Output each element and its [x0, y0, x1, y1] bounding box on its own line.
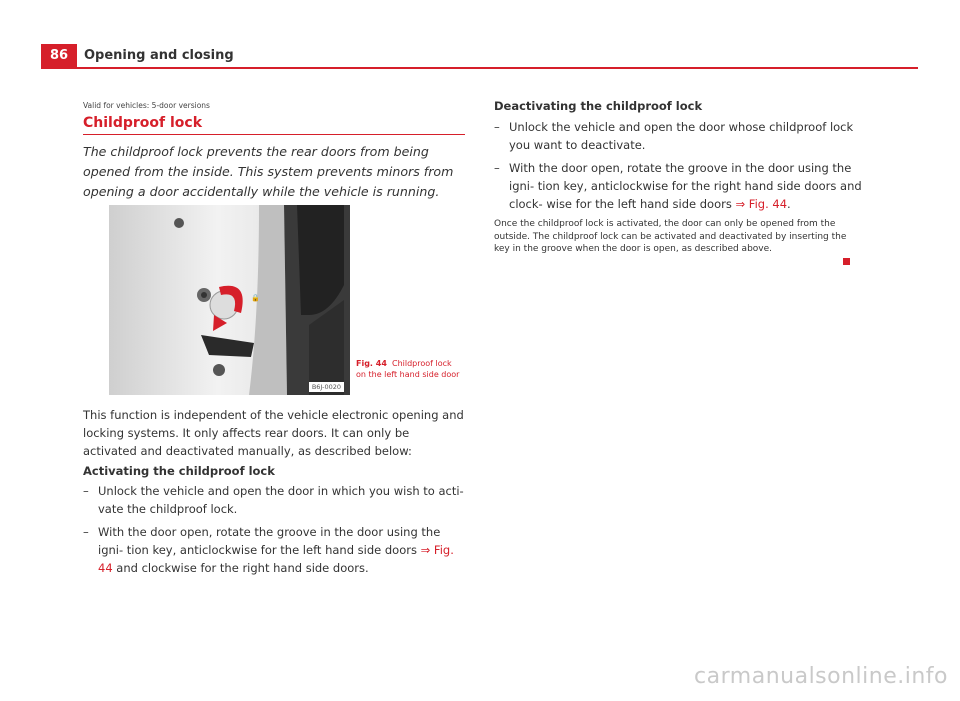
- activating-step-2: – With the door open, rotate the groove in the door using the igni- tion key, anticlockwise for the left hand side doors ⇒ Fig. 44 and clockwise for the right hand side doors.: [83, 525, 454, 575]
- header-divider: [41, 67, 918, 69]
- watermark: carmanualsonline.info: [694, 664, 948, 689]
- activating-step-1: – Unlock the vehicle and open the door in which you wish to acti- vate the childproof lock.: [83, 484, 464, 516]
- page-number: 86: [41, 44, 77, 68]
- deactivating-heading: Deactivating the childproof lock: [494, 99, 703, 113]
- caption-label: Fig. 44: [356, 359, 387, 368]
- figure-childproof-lock: [109, 205, 350, 395]
- section-title: Childproof lock: [83, 115, 203, 131]
- chapter-title: Opening and closing: [84, 48, 234, 63]
- intro-text: The childproof lock prevents the rear doors from being opened from the inside. This system prevents minors from opening a door accidentally while the vehicle is running.: [83, 144, 454, 199]
- body-paragraph: This function is independent of the vehicle electronic opening and locking systems. It only affects rear doors. It can only be activated and deactivated manually, as described below:: [83, 408, 464, 458]
- door-lock-illustration: [109, 205, 350, 395]
- deactivating-step-2: – With the door open, rotate the groove in the door using the igni- tion key, anticlockwise for the right hand side doors and clock- wise for the left hand side doors ⇒ Fig. 44.: [494, 161, 862, 211]
- deactivating-step-1: – Unlock the vehicle and open the door whose childproof lock you want to deactivate.: [494, 120, 854, 152]
- section-divider: [83, 134, 465, 135]
- activating-heading: Activating the childproof lock: [83, 464, 275, 478]
- figure-reference-link-2[interactable]: ⇒ Fig. 44: [735, 197, 788, 211]
- figure-code: B6J-0020: [309, 382, 344, 392]
- validity-note: Valid for vehicles: 5-door versions: [83, 101, 210, 110]
- figure-caption: [356, 358, 464, 380]
- svg-text:🔒: 🔒: [251, 294, 260, 302]
- caption-text: Childproof lock on the left hand side door: [356, 359, 460, 379]
- section-end-marker: [843, 258, 850, 265]
- note-paragraph: Once the childproof lock is activated, the door can only be opened from the outside. The childproof lock can be activated and deactivated by inserting the key in the groove when the door is open, as described above.: [494, 219, 847, 254]
- figure-reference-link[interactable]: ⇒ Fig. 44: [98, 543, 454, 575]
